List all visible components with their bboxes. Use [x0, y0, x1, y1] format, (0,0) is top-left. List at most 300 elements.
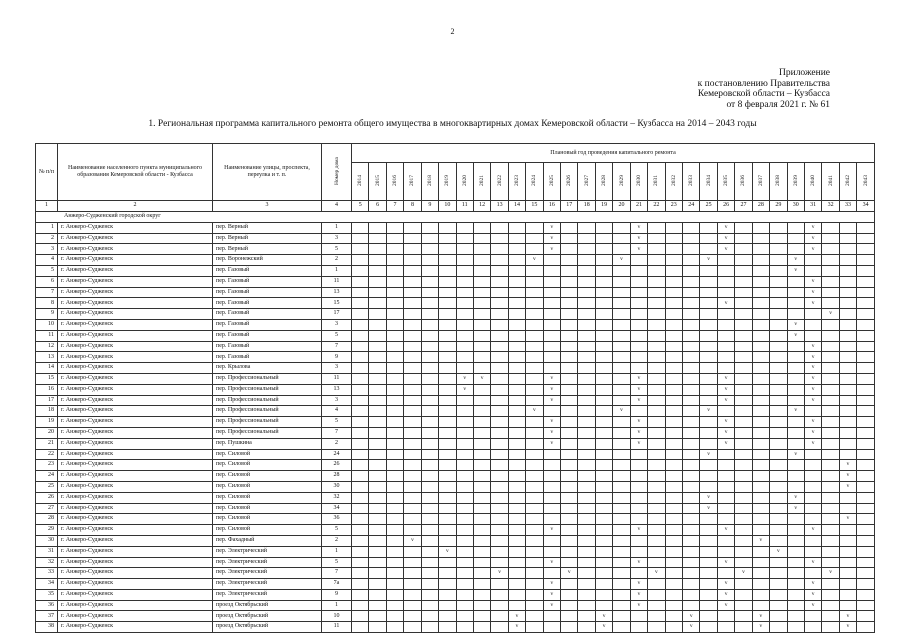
year-cell [439, 525, 456, 536]
year-cell [421, 471, 438, 482]
year-cell [787, 460, 804, 471]
year-cell [630, 600, 647, 611]
year-cell [473, 330, 490, 341]
repair-mark: v [637, 526, 641, 533]
year-header-label: 2033 [688, 174, 695, 186]
column-number: 26 [717, 201, 734, 212]
year-cell [822, 330, 839, 341]
row-number: 34 [36, 579, 58, 590]
year-cell [665, 233, 682, 244]
year-cell [735, 287, 752, 298]
settlement-cell: г. Анжеро-Судженск [58, 568, 213, 579]
year-cell [369, 579, 386, 590]
year-cell [683, 557, 700, 568]
repair-mark: v [811, 288, 815, 295]
year-cell [352, 546, 369, 557]
year-cell [456, 255, 473, 266]
year-cell [595, 233, 612, 244]
street-cell: пер. Силовой [213, 492, 322, 503]
year-cell [770, 600, 787, 611]
year-cell [421, 417, 438, 428]
year-cell [578, 611, 595, 622]
year-cell [404, 589, 421, 600]
year-cell [822, 373, 839, 384]
row-number: 19 [36, 417, 58, 428]
year-cell [508, 395, 525, 406]
column-number: 24 [683, 201, 700, 212]
year-cell [839, 557, 856, 568]
year-cell [770, 525, 787, 536]
year-cell [700, 222, 717, 233]
year-cell [352, 363, 369, 374]
year-cell [700, 244, 717, 255]
year-cell [752, 244, 769, 255]
year-cell [822, 417, 839, 428]
repair-mark: v [724, 439, 728, 446]
year-cell [578, 427, 595, 438]
year-cell [839, 622, 856, 633]
year-cell [561, 244, 578, 255]
year-cell [683, 330, 700, 341]
year-cell [526, 255, 543, 266]
year-cell [561, 589, 578, 600]
year-cell [491, 298, 508, 309]
year-cell [578, 525, 595, 536]
year-cell [665, 319, 682, 330]
year-cell [717, 363, 734, 374]
year-cell [683, 546, 700, 557]
year-cell [648, 298, 665, 309]
year-cell [683, 406, 700, 417]
year-cell [717, 449, 734, 460]
year-cell [630, 287, 647, 298]
row-number: 16 [36, 384, 58, 395]
year-cell [683, 233, 700, 244]
year-cell [491, 589, 508, 600]
table-row [36, 352, 875, 363]
repair-mark: v [637, 245, 641, 252]
year-cell [578, 406, 595, 417]
year-cell [369, 244, 386, 255]
year-cell [543, 535, 560, 546]
repair-mark: v [759, 623, 763, 630]
year-cell [473, 611, 490, 622]
year-cell [700, 503, 717, 514]
street-cell: пер. Силовой [213, 471, 322, 482]
year-cell [543, 600, 560, 611]
year-cell [404, 546, 421, 557]
year-cell [491, 255, 508, 266]
year-cell [595, 438, 612, 449]
table-row [36, 298, 875, 309]
year-cell [717, 417, 734, 428]
repair-mark: v [707, 256, 711, 263]
year-cell [456, 589, 473, 600]
year-cell [700, 438, 717, 449]
street-cell: пер. Профессиональный [213, 395, 322, 406]
year-cell [386, 579, 403, 590]
table-row [36, 449, 875, 460]
year-cell [473, 568, 490, 579]
year-cell [491, 503, 508, 514]
repair-mark: v [620, 407, 623, 414]
year-cell [439, 373, 456, 384]
year-cell [473, 255, 490, 266]
column-number: 7 [386, 201, 403, 212]
street-cell: пер. Профессиональный [213, 417, 322, 428]
year-cell [822, 568, 839, 579]
settlement-cell: г. Анжеро-Судженск [58, 373, 213, 384]
year-cell [508, 427, 525, 438]
year-cell [526, 589, 543, 600]
year-cell [700, 481, 717, 492]
settlement-cell: г. Анжеро-Судженск [58, 427, 213, 438]
year-cell [665, 460, 682, 471]
year-cell [787, 471, 804, 482]
year-cell [839, 265, 856, 276]
year-cell [787, 557, 804, 568]
year-cell [526, 406, 543, 417]
year-cell [561, 406, 578, 417]
year-cell [526, 298, 543, 309]
year-cell [543, 384, 560, 395]
year-header [770, 163, 787, 201]
year-cell [526, 341, 543, 352]
repair-mark: v [515, 623, 519, 630]
year-cell [717, 395, 734, 406]
year-cell [561, 449, 578, 460]
year-cell [491, 341, 508, 352]
year-header-label: 2041 [827, 174, 834, 186]
year-cell [717, 568, 734, 579]
repair-mark: v [550, 385, 554, 392]
repair-mark: v [637, 429, 641, 436]
year-cell [369, 427, 386, 438]
year-cell [421, 492, 438, 503]
year-cell [421, 449, 438, 460]
year-cell [613, 492, 630, 503]
year-cell [804, 309, 821, 320]
year-cell [700, 255, 717, 266]
year-cell [526, 611, 543, 622]
year-cell [404, 622, 421, 633]
year-header [752, 163, 769, 201]
year-cell [352, 525, 369, 536]
year-cell [456, 568, 473, 579]
year-cell [386, 438, 403, 449]
year-cell [561, 222, 578, 233]
street-cell: пер. Воронежский [213, 255, 322, 266]
year-header-label: 2039 [792, 174, 799, 186]
year-cell [543, 492, 560, 503]
year-cell [683, 395, 700, 406]
year-cell [822, 427, 839, 438]
year-cell [439, 481, 456, 492]
year-cell [561, 546, 578, 557]
year-cell [613, 514, 630, 525]
repair-mark: v [811, 580, 815, 587]
year-cell [839, 492, 856, 503]
year-cell [456, 352, 473, 363]
row-number: 31 [36, 546, 58, 557]
year-cell [717, 352, 734, 363]
year-cell [648, 417, 665, 428]
year-cell [352, 255, 369, 266]
year-cell [526, 222, 543, 233]
year-cell [735, 384, 752, 395]
year-cell [717, 373, 734, 384]
year-cell [595, 557, 612, 568]
year-cell [804, 481, 821, 492]
year-cell [352, 265, 369, 276]
year-cell [822, 622, 839, 633]
repair-mark: v [724, 526, 728, 533]
year-cell [508, 514, 525, 525]
year-cell [857, 449, 875, 460]
repair-mark: v [846, 623, 850, 630]
year-cell [508, 557, 525, 568]
year-cell [561, 471, 578, 482]
year-cell [683, 222, 700, 233]
year-cell [369, 384, 386, 395]
year-cell [491, 579, 508, 590]
year-header-label: 2023 [514, 174, 520, 186]
year-cell [578, 568, 595, 579]
year-cell [508, 568, 525, 579]
year-cell [752, 319, 769, 330]
year-cell [787, 481, 804, 492]
year-cell [613, 481, 630, 492]
year-cell [352, 611, 369, 622]
repair-mark: v [846, 461, 850, 468]
year-cell [770, 244, 787, 255]
year-cell [561, 395, 578, 406]
year-cell [665, 427, 682, 438]
year-cell [804, 427, 821, 438]
house-number-cell: 1 [322, 265, 352, 276]
street-cell: пер. Профессиональный [213, 384, 322, 395]
year-cell [613, 222, 630, 233]
year-cell [439, 265, 456, 276]
year-cell [735, 611, 752, 622]
year-cell [543, 611, 560, 622]
year-cell [595, 600, 612, 611]
year-cell [543, 233, 560, 244]
year-cell [683, 255, 700, 266]
year-cell [857, 492, 875, 503]
year-cell [787, 535, 804, 546]
year-cell [700, 373, 717, 384]
year-cell [404, 460, 421, 471]
year-cell [857, 373, 875, 384]
year-cell [369, 265, 386, 276]
year-cell [839, 384, 856, 395]
year-cell [526, 622, 543, 633]
year-cell [648, 330, 665, 341]
year-cell [561, 600, 578, 611]
year-cell [595, 287, 612, 298]
year-cell [508, 600, 525, 611]
year-cell [386, 265, 403, 276]
year-cell [613, 438, 630, 449]
year-cell [630, 255, 647, 266]
column-number: 23 [665, 201, 682, 212]
repair-mark: v [550, 439, 554, 446]
settlement-cell: г. Анжеро-Судженск [58, 535, 213, 546]
year-cell [369, 417, 386, 428]
year-cell [735, 535, 752, 546]
year-cell [822, 503, 839, 514]
year-cell [404, 244, 421, 255]
year-cell [665, 384, 682, 395]
year-cell [456, 514, 473, 525]
year-cell [700, 341, 717, 352]
table-row [36, 373, 875, 384]
year-cell [613, 265, 630, 276]
house-number-cell: 34 [322, 503, 352, 514]
year-cell [491, 373, 508, 384]
column-number: 30 [787, 201, 804, 212]
year-cell [804, 557, 821, 568]
year-cell [700, 471, 717, 482]
year-cell [595, 417, 612, 428]
year-cell [665, 395, 682, 406]
year-cell [526, 600, 543, 611]
year-cell [491, 514, 508, 525]
house-number-cell: 15 [322, 298, 352, 309]
column-number: 5 [352, 201, 369, 212]
year-cell [752, 330, 769, 341]
year-cell [630, 622, 647, 633]
column-number: 15 [526, 201, 543, 212]
year-cell [421, 600, 438, 611]
year-cell [543, 373, 560, 384]
year-cell [352, 406, 369, 417]
year-cell [595, 481, 612, 492]
year-cell [630, 481, 647, 492]
year-cell [595, 622, 612, 633]
year-cell [456, 579, 473, 590]
year-cell [717, 384, 734, 395]
year-cell [421, 363, 438, 374]
year-cell [352, 514, 369, 525]
year-cell [648, 460, 665, 471]
year-header-label: 2038 [775, 174, 782, 186]
street-cell: пер. Силовой [213, 449, 322, 460]
year-cell [491, 287, 508, 298]
year-cell [473, 352, 490, 363]
table-row [36, 535, 875, 546]
year-cell [352, 492, 369, 503]
year-header [508, 163, 525, 201]
repair-mark: v [550, 526, 554, 533]
year-cell [543, 222, 560, 233]
year-cell [526, 363, 543, 374]
year-cell [752, 309, 769, 320]
table-row [36, 525, 875, 536]
year-cell [735, 395, 752, 406]
year-cell [857, 438, 875, 449]
year-cell [439, 589, 456, 600]
year-cell [439, 406, 456, 417]
repair-mark: v [550, 245, 554, 252]
year-cell [735, 503, 752, 514]
year-cell [630, 319, 647, 330]
year-cell [595, 406, 612, 417]
street-cell: пер. Верный [213, 244, 322, 255]
year-cell [613, 319, 630, 330]
column-number: 3 [213, 201, 322, 212]
year-cell [508, 384, 525, 395]
year-cell [439, 579, 456, 590]
year-cell [630, 460, 647, 471]
settlement-cell: г. Анжеро-Судженск [58, 298, 213, 309]
year-cell [630, 406, 647, 417]
year-cell [735, 579, 752, 590]
year-cell [456, 449, 473, 460]
year-cell [386, 535, 403, 546]
year-cell [700, 525, 717, 536]
table-row [36, 417, 875, 428]
year-cell [526, 330, 543, 341]
year-cell [421, 265, 438, 276]
year-cell [491, 276, 508, 287]
year-cell [439, 611, 456, 622]
year-cell [404, 535, 421, 546]
house-number-cell: 11 [322, 622, 352, 633]
repair-mark: v [550, 418, 554, 425]
year-cell [787, 546, 804, 557]
year-cell [787, 233, 804, 244]
year-cell [613, 471, 630, 482]
year-cell [839, 611, 856, 622]
year-cell [752, 460, 769, 471]
appendix-line-1: Приложение [779, 68, 830, 78]
year-header [439, 163, 456, 201]
repair-mark: v [811, 277, 815, 284]
year-cell [526, 233, 543, 244]
year-cell [386, 319, 403, 330]
year-cell [386, 557, 403, 568]
year-cell [456, 341, 473, 352]
year-cell [386, 330, 403, 341]
year-cell [386, 373, 403, 384]
year-cell [491, 460, 508, 471]
year-cell [700, 622, 717, 633]
year-cell [648, 406, 665, 417]
year-cell [770, 309, 787, 320]
year-cell [839, 255, 856, 266]
year-cell [857, 395, 875, 406]
year-cell [352, 438, 369, 449]
table-row [36, 611, 875, 622]
year-cell [770, 417, 787, 428]
street-cell: пер. Профессиональный [213, 406, 322, 417]
year-cell [404, 579, 421, 590]
year-cell [421, 514, 438, 525]
year-cell [369, 611, 386, 622]
repair-mark: v [794, 493, 798, 500]
year-cell [857, 600, 875, 611]
table-row [36, 244, 875, 255]
table-row [36, 222, 875, 233]
table-row [36, 406, 875, 417]
year-cell [770, 265, 787, 276]
settlement-cell: г. Анжеро-Судженск [58, 503, 213, 514]
year-cell [717, 460, 734, 471]
year-cell [421, 309, 438, 320]
year-cell [717, 471, 734, 482]
